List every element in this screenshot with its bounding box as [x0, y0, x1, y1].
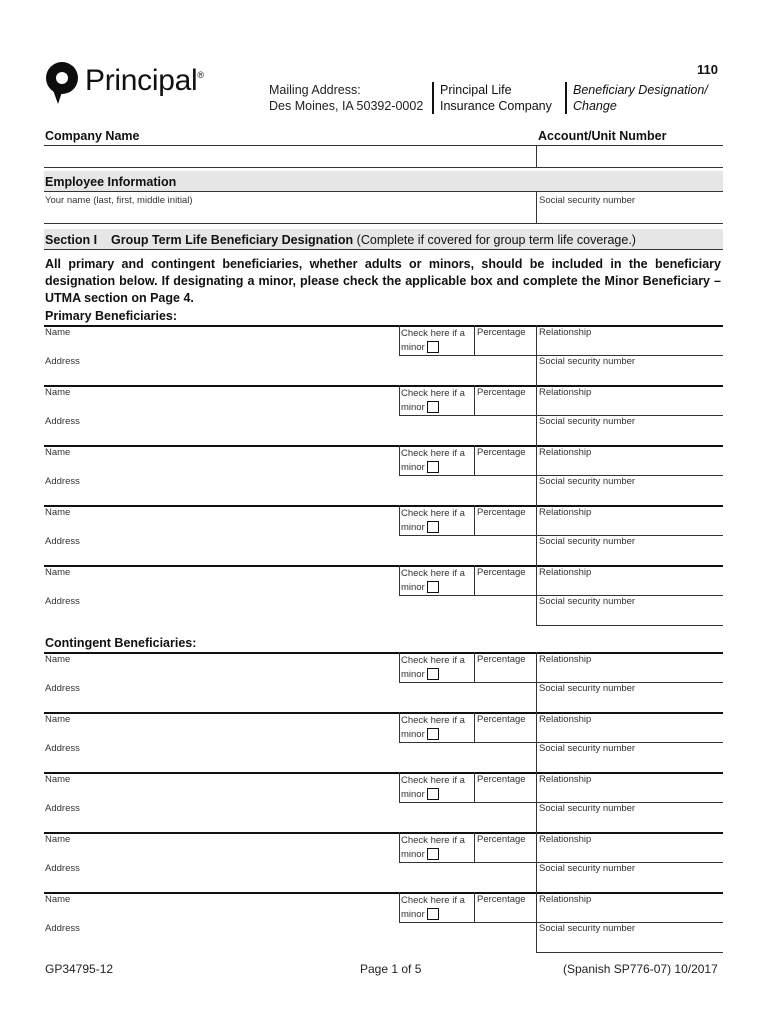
principal-logo-icon: [44, 60, 80, 108]
footer-spanish: (Spanish SP776-07) 10/2017: [563, 962, 718, 976]
address-field[interactable]: [44, 694, 534, 710]
ssn-field[interactable]: [538, 874, 722, 890]
percentage-field[interactable]: [476, 577, 534, 593]
minor-checkbox[interactable]: [427, 521, 439, 533]
minor-check-label: Check here if a minor: [401, 655, 465, 680]
relationship-label: Relationship: [539, 774, 592, 785]
percentage-field[interactable]: [476, 904, 534, 920]
ssn-field[interactable]: [538, 607, 722, 623]
relationship-field[interactable]: [538, 337, 722, 353]
minor-check-label: Check here if a minor: [401, 835, 465, 860]
percentage-label: Percentage: [477, 714, 526, 725]
minor-check-label: Check here if a minor: [401, 388, 465, 413]
name-label: Name: [45, 714, 71, 725]
name-label: Name: [45, 834, 71, 845]
name-label: Name: [45, 507, 71, 518]
relationship-label: Relationship: [539, 834, 592, 845]
mailing-address: [269, 82, 423, 114]
employee-name-label: Your name (last, first, middle initial): [45, 195, 193, 206]
ssn-field[interactable]: [538, 814, 722, 830]
relationship-label: Relationship: [539, 654, 592, 665]
address-label: Address: [45, 683, 80, 694]
ssn-label: Social security number: [539, 803, 636, 814]
name-label: Name: [45, 894, 71, 905]
percentage-label: Percentage: [477, 894, 526, 905]
ssn-field[interactable]: [538, 547, 722, 563]
percentage-field[interactable]: [476, 724, 534, 740]
company-name-label: Company Name: [45, 129, 140, 143]
address-label: Address: [45, 923, 80, 934]
beneficiary-name-field[interactable]: [44, 724, 398, 740]
address-field[interactable]: [44, 607, 534, 623]
percentage-field[interactable]: [476, 844, 534, 860]
relationship-field[interactable]: [538, 517, 722, 533]
minor-check-label: Check here if a minor: [401, 328, 465, 353]
mailing-label: Mailing Address:: [269, 83, 361, 97]
employee-ssn-field[interactable]: [538, 206, 722, 222]
minor-check-label: Check here if a minor: [401, 568, 465, 593]
address-field[interactable]: [44, 814, 534, 830]
minor-checkbox[interactable]: [427, 788, 439, 800]
ssn-field[interactable]: [538, 427, 722, 443]
percentage-label: Percentage: [477, 774, 526, 785]
minor-checkbox[interactable]: [427, 848, 439, 860]
relationship-label: Relationship: [539, 894, 592, 905]
address-label: Address: [45, 803, 80, 814]
name-label: Name: [45, 654, 71, 665]
company-line-1: Principal Life: [440, 83, 512, 97]
address-field[interactable]: [44, 934, 534, 950]
percentage-field[interactable]: [476, 664, 534, 680]
name-label: Name: [45, 774, 71, 785]
percentage-label: Percentage: [477, 834, 526, 845]
minor-check-label: Check here if a minor: [401, 448, 465, 473]
percentage-label: Percentage: [477, 327, 526, 338]
logo-wordmark: Principal®: [85, 64, 204, 97]
section-1-instructions: All primary and contingent beneficiaries, whether adults or minors, should be included in the beneficiary designation below. If designating a minor, please check the applicable box and complete the Minor Beneficiary – UTMA section on Page 4.: [45, 257, 721, 305]
form-title-line-2: Change: [573, 99, 617, 113]
address-label: Address: [45, 416, 80, 427]
ssn-label: Social security number: [539, 416, 636, 427]
ssn-label: Social security number: [539, 356, 636, 367]
beneficiary-name-field[interactable]: [44, 577, 398, 593]
footer-form-code: GP34795-12: [45, 962, 114, 976]
beneficiary-name-field[interactable]: [44, 337, 398, 353]
ssn-label: Social security number: [539, 536, 636, 547]
percentage-field[interactable]: [476, 457, 534, 473]
minor-checkbox[interactable]: [427, 668, 439, 680]
minor-checkbox[interactable]: [427, 401, 439, 413]
company-line-2: Insurance Company: [440, 99, 552, 113]
minor-check-label: Check here if a minor: [401, 895, 465, 920]
beneficiary-name-field[interactable]: [44, 664, 398, 680]
address-field[interactable]: [44, 367, 534, 383]
relationship-field[interactable]: [538, 904, 722, 920]
mailing-city: Des Moines, IA 50392-0002: [269, 99, 424, 113]
ssn-label: Social security number: [539, 863, 636, 874]
relationship-label: Relationship: [539, 447, 592, 458]
relationship-field[interactable]: [538, 457, 722, 473]
minor-checkbox[interactable]: [427, 341, 439, 353]
ssn-field[interactable]: [538, 934, 722, 950]
minor-checkbox[interactable]: [427, 461, 439, 473]
employee-info-heading: Employee Information: [45, 175, 177, 189]
company-block: [432, 82, 552, 114]
minor-checkbox[interactable]: [427, 728, 439, 740]
section-1-note: (Complete if covered for group term life coverage.): [356, 233, 636, 247]
relationship-label: Relationship: [539, 327, 592, 338]
address-label: Address: [45, 536, 80, 547]
footer-page: Page 1 of 5: [360, 962, 422, 976]
beneficiary-name-field[interactable]: [44, 784, 398, 800]
address-field[interactable]: [44, 547, 534, 563]
name-label: Name: [45, 387, 71, 398]
principal-logo: [44, 60, 80, 108]
ssn-field[interactable]: [538, 367, 722, 383]
minor-check-label: Check here if a minor: [401, 508, 465, 533]
section-1-title: Group Term Life Beneficiary Designation: [111, 233, 354, 247]
relationship-label: Relationship: [539, 387, 592, 398]
relationship-label: Relationship: [539, 507, 592, 518]
name-label: Name: [45, 327, 71, 338]
company-name-field[interactable]: [44, 146, 534, 166]
name-label: Name: [45, 567, 71, 578]
ssn-label: Social security number: [539, 596, 636, 607]
percentage-label: Percentage: [477, 507, 526, 518]
form-number: 110: [697, 62, 718, 77]
beneficiary-name-field[interactable]: [44, 904, 398, 920]
employee-ssn-label: Social security number: [539, 195, 636, 206]
percentage-field[interactable]: [476, 337, 534, 353]
percentage-label: Percentage: [477, 387, 526, 398]
beneficiary-name-field[interactable]: [44, 844, 398, 860]
address-field[interactable]: [44, 487, 534, 503]
ssn-field[interactable]: [538, 694, 722, 710]
relationship-field[interactable]: [538, 577, 722, 593]
percentage-label: Percentage: [477, 447, 526, 458]
minor-check-label: Check here if a minor: [401, 775, 465, 800]
address-field[interactable]: [44, 754, 534, 770]
minor-checkbox[interactable]: [427, 908, 439, 920]
ssn-field[interactable]: [538, 754, 722, 770]
minor-check-label: Check here if a minor: [401, 715, 465, 740]
address-label: Address: [45, 863, 80, 874]
address-field[interactable]: [44, 874, 534, 890]
relationship-label: Relationship: [539, 714, 592, 725]
employee-name-field[interactable]: [44, 206, 534, 222]
account-number-field[interactable]: [538, 146, 722, 166]
percentage-field[interactable]: [476, 784, 534, 800]
beneficiary-name-field[interactable]: [44, 517, 398, 533]
form-title-line-1: Beneficiary Designation/: [573, 83, 708, 97]
relationship-field[interactable]: [538, 397, 722, 413]
ssn-label: Social security number: [539, 923, 636, 934]
ssn-field[interactable]: [538, 487, 722, 503]
ssn-label: Social security number: [539, 476, 636, 487]
percentage-field[interactable]: [476, 517, 534, 533]
contingent-heading: Contingent Beneficiaries:: [45, 636, 197, 650]
ssn-label: Social security number: [539, 683, 636, 694]
percentage-label: Percentage: [477, 654, 526, 665]
relationship-field[interactable]: [538, 664, 722, 680]
beneficiary-name-field[interactable]: [44, 457, 398, 473]
account-number-label: Account/Unit Number: [538, 129, 667, 143]
section-1-number: Section I: [45, 233, 98, 247]
ssn-label: Social security number: [539, 743, 636, 754]
percentage-field[interactable]: [476, 397, 534, 413]
address-field[interactable]: [44, 427, 534, 443]
relationship-label: Relationship: [539, 567, 592, 578]
minor-checkbox[interactable]: [427, 581, 439, 593]
primary-heading: Primary Beneficiaries:: [45, 309, 178, 323]
relationship-field[interactable]: [538, 844, 722, 860]
section-1-header: [45, 233, 636, 247]
address-label: Address: [45, 356, 80, 367]
address-label: Address: [45, 743, 80, 754]
address-label: Address: [45, 476, 80, 487]
relationship-field[interactable]: [538, 784, 722, 800]
beneficiary-name-field[interactable]: [44, 397, 398, 413]
relationship-field[interactable]: [538, 724, 722, 740]
form-title: [565, 82, 708, 114]
name-label: Name: [45, 447, 71, 458]
percentage-label: Percentage: [477, 567, 526, 578]
address-label: Address: [45, 596, 80, 607]
